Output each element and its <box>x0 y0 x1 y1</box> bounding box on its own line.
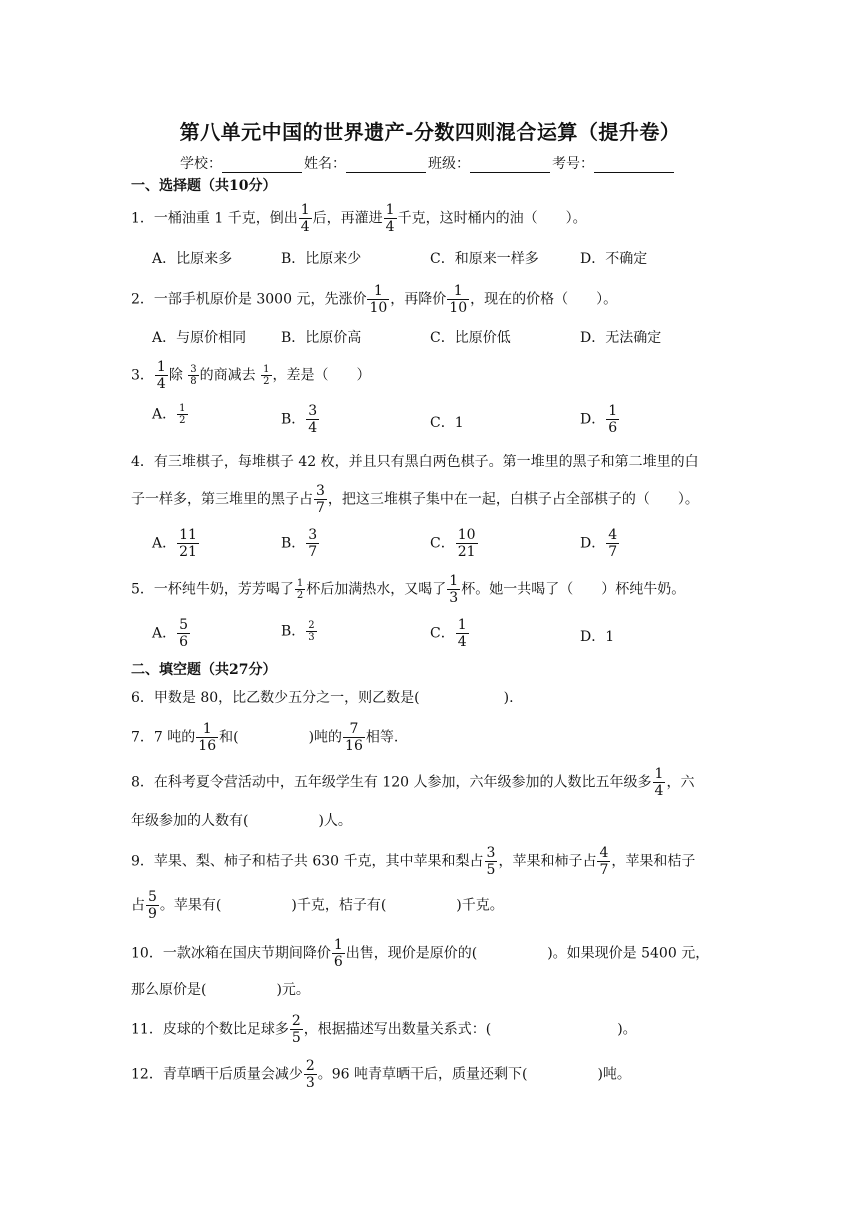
denominator: 16 <box>198 738 217 754</box>
question-text: ，差是（ ） <box>272 367 371 384</box>
fraction <box>606 403 619 436</box>
option-label: A． <box>152 406 177 423</box>
question-number: 1． <box>131 210 154 227</box>
section-heading-fill: 二、填空题（共27分） <box>131 662 277 678</box>
question-text: 甲数是 80，比乙数少五分之一，则乙数是( ). <box>153 690 514 706</box>
question-text: 的商减去 <box>199 367 256 384</box>
fraction <box>177 527 199 560</box>
numerator: 4 <box>599 845 609 861</box>
question-text: 和( )吨的 <box>219 729 343 746</box>
name-blank[interactable] <box>346 158 426 173</box>
numerator: 2 <box>291 1013 301 1029</box>
denominator: 3 <box>305 1075 315 1091</box>
option-b[interactable]: B．比原来少 <box>281 251 362 267</box>
fraction <box>367 283 389 316</box>
question-number: 3． <box>131 367 154 384</box>
denominator: 4 <box>300 219 310 235</box>
denominator: 3 <box>308 632 315 643</box>
question-9 <box>131 845 695 878</box>
question-text: 除 <box>168 367 183 384</box>
denominator: 16 <box>345 738 363 754</box>
denominator: 7 <box>599 862 609 878</box>
denominator: 9 <box>148 906 157 922</box>
denominator: 10 <box>369 300 388 316</box>
numerator: 1 <box>179 403 186 414</box>
fraction <box>332 937 345 970</box>
denominator: 7 <box>316 500 325 516</box>
page-title: 第八单元中国的世界遗产-分数四则混合运算（提升卷） <box>179 120 681 144</box>
fraction <box>290 1013 303 1046</box>
option-d[interactable] <box>580 527 620 560</box>
question-text: 后，再灌进 <box>312 210 383 227</box>
exam-no-label: 考号： <box>552 156 594 172</box>
numerator: 7 <box>349 721 359 737</box>
denominator: 2 <box>296 590 304 601</box>
option-d[interactable] <box>580 403 620 436</box>
numerator: 3 <box>486 845 496 861</box>
exam-no-blank[interactable] <box>594 158 674 173</box>
numerator: 3 <box>190 364 197 375</box>
question-text: 相等. <box>365 729 399 746</box>
question-11 <box>131 1013 637 1046</box>
denominator: 3 <box>449 590 459 606</box>
denominator: 4 <box>308 420 318 436</box>
question-number: 9． <box>131 853 154 870</box>
option-b[interactable] <box>281 620 318 643</box>
numerator: 1 <box>333 937 343 953</box>
denominator: 2 <box>179 415 186 426</box>
question-text: 皮球的个数比足球多 <box>162 1021 289 1038</box>
fraction <box>304 1058 317 1091</box>
fraction <box>188 364 198 387</box>
numerator: 3 <box>308 527 318 543</box>
fraction <box>306 527 319 560</box>
denominator: 6 <box>608 420 618 436</box>
question-7 <box>131 721 398 754</box>
option-a[interactable] <box>152 403 189 426</box>
numerator: 1 <box>156 359 166 375</box>
fraction <box>306 620 316 643</box>
question-text: ，苹果和柿子占 <box>498 853 597 870</box>
numerator: 1 <box>453 283 463 299</box>
fraction <box>456 617 469 650</box>
fraction <box>299 202 312 235</box>
question-number: 4． <box>131 454 154 470</box>
fraction <box>447 573 460 606</box>
question-number: 11． <box>131 1021 163 1038</box>
fraction <box>597 845 610 878</box>
question-number: 12． <box>131 1066 163 1083</box>
fraction <box>177 617 190 650</box>
denominator: 5 <box>486 862 496 878</box>
fraction <box>384 202 397 235</box>
fraction <box>261 364 271 387</box>
option-c[interactable] <box>430 527 479 560</box>
option-b[interactable]: B．比原价高 <box>281 330 362 346</box>
numerator: 1 <box>296 578 304 589</box>
option-label: A． <box>152 625 177 642</box>
option-d[interactable]: D．1 <box>580 629 615 645</box>
option-a[interactable]: A．比原来多 <box>152 251 233 267</box>
numerator: 11 <box>179 527 197 543</box>
question-text: 杯。她一共喝了（ ）杯纯牛奶。 <box>461 581 686 598</box>
numerator: 1 <box>457 617 467 633</box>
question-text: 有三堆棋子，每堆棋子 42 枚，并且只有黑白两色棋子。第一堆里的黑子和第二堆里的白 <box>153 454 699 470</box>
numerator: 3 <box>308 403 318 419</box>
question-text: ，再降价 <box>390 291 447 308</box>
denominator: 10 <box>449 300 468 316</box>
question-9-line2 <box>131 889 504 922</box>
question-text: 7 吨的 <box>153 729 196 746</box>
question-text: ，根据描述写出数量关系式：( )。 <box>303 1021 637 1038</box>
option-c[interactable]: C．1 <box>430 415 464 431</box>
question-text: 一款冰箱在国庆节期间降价 <box>162 945 331 962</box>
question-6 <box>131 688 514 708</box>
question-text: ，六 <box>666 774 695 791</box>
question-text: 一桶油重 1 千克，倒出 <box>153 210 298 227</box>
denominator: 2 <box>263 376 270 387</box>
question-text: 。苹果有( )千克，桔子有( )千克。 <box>159 897 504 914</box>
fraction <box>295 578 305 601</box>
option-c[interactable] <box>430 617 470 650</box>
numerator: 1 <box>263 364 270 375</box>
option-label: C． <box>430 625 455 642</box>
fraction <box>196 721 218 754</box>
fraction <box>306 403 319 436</box>
option-label: A． <box>152 535 177 552</box>
question-8-line2: 年级参加的人数有( )人。 <box>131 813 352 829</box>
denominator: 4 <box>385 219 395 235</box>
question-text: 在科考夏令营活动中，五年级学生有 120 人参加，六年级参加的人数比五年级多 <box>153 774 652 791</box>
numerator: 1 <box>373 283 383 299</box>
option-a[interactable] <box>152 617 191 650</box>
numerator: 5 <box>179 617 189 633</box>
numerator: 10 <box>457 527 476 543</box>
class-label: 班级： <box>428 156 470 172</box>
numerator: 4 <box>608 527 618 543</box>
option-label: B． <box>281 411 306 428</box>
question-text: ，把这三堆棋子集中在一起，白棋子占全部棋子的（ ）。 <box>327 491 699 508</box>
denominator: 4 <box>156 376 166 392</box>
numerator: 1 <box>300 202 310 218</box>
fraction <box>456 527 478 560</box>
fraction <box>314 483 327 516</box>
question-number: 7． <box>131 729 154 746</box>
denominator: 7 <box>608 544 618 560</box>
option-a[interactable] <box>152 527 200 560</box>
question-2 <box>131 283 617 316</box>
fraction <box>155 359 168 392</box>
question-10 <box>131 937 709 970</box>
question-text: 杯后加满热水，又喝了 <box>306 581 447 598</box>
fraction <box>447 283 469 316</box>
question-text: ，现在的价格（ ）。 <box>470 291 618 308</box>
question-text: ，苹果和桔子 <box>611 853 696 870</box>
option-label: B． <box>281 623 306 640</box>
question-4-line2 <box>131 483 699 516</box>
question-text: 千克，这时桶内的油（ ）。 <box>397 210 587 227</box>
question-number: 10． <box>131 945 163 962</box>
question-number: 2． <box>131 291 154 308</box>
question-text: 。96 吨青草晒干后，质量还剩下( )吨。 <box>317 1066 631 1083</box>
option-c[interactable]: C．比原价低 <box>430 330 511 346</box>
question-number: 8． <box>131 774 154 791</box>
question-number: 5． <box>131 581 154 598</box>
question-5 <box>131 573 685 606</box>
denominator: 21 <box>457 544 476 560</box>
option-c[interactable]: C．和原来一样多 <box>430 251 539 267</box>
option-d[interactable]: D．无法确定 <box>580 330 662 346</box>
denominator: 8 <box>190 376 197 387</box>
option-b[interactable] <box>281 403 320 436</box>
option-label: D． <box>580 535 606 552</box>
question-text: 青草晒干后质量会减少 <box>162 1066 303 1083</box>
numerator: 2 <box>308 620 315 631</box>
option-a[interactable]: A．与原价相同 <box>152 330 247 346</box>
denominator: 7 <box>308 544 318 560</box>
question-8 <box>131 766 694 799</box>
question-10-line2: 那么原价是( )元。 <box>131 982 310 998</box>
option-b[interactable] <box>281 527 320 560</box>
fraction <box>485 845 498 878</box>
section-heading-choice: 一、选择题（共10分） <box>131 178 277 194</box>
numerator: 1 <box>449 573 459 589</box>
fraction <box>146 889 159 922</box>
question-text: 一部手机原价是 3000 元，先涨价 <box>153 291 367 308</box>
fraction <box>606 527 619 560</box>
fraction <box>177 403 187 426</box>
question-text: 子一样多，第三堆里的黑子占 <box>131 491 313 508</box>
denominator: 4 <box>457 634 467 650</box>
numerator: 1 <box>608 403 618 419</box>
question-text: 苹果、梨、柿子和桔子共 630 千克，其中苹果和梨占 <box>153 853 484 870</box>
school-label: 学校： <box>180 156 222 172</box>
question-12 <box>131 1058 631 1091</box>
question-3 <box>131 359 371 392</box>
fraction <box>343 721 365 754</box>
option-label: D． <box>580 411 606 428</box>
question-1 <box>131 202 587 235</box>
numerator: 2 <box>305 1058 315 1074</box>
school-blank[interactable] <box>222 158 302 173</box>
denominator: 5 <box>291 1030 301 1046</box>
denominator: 6 <box>179 634 189 650</box>
numerator: 1 <box>654 766 664 782</box>
class-blank[interactable] <box>470 158 550 173</box>
question-number: 6． <box>131 690 154 706</box>
option-label: C． <box>430 535 455 552</box>
question-text: 出售，现价是原价的( )。如果现价是 5400 元， <box>345 945 710 962</box>
name-label: 姓名： <box>304 156 346 172</box>
question-text: 占 <box>131 897 145 914</box>
question-text: 一杯纯牛奶，芳芳喝了 <box>153 581 294 598</box>
denominator: 6 <box>333 954 343 970</box>
numerator: 5 <box>148 889 157 905</box>
student-info-line <box>180 153 676 173</box>
option-label: B． <box>281 535 306 552</box>
denominator: 21 <box>179 544 197 560</box>
numerator: 1 <box>385 202 395 218</box>
fraction <box>653 766 666 799</box>
question-4 <box>131 452 699 472</box>
option-d[interactable]: D．不确定 <box>580 251 648 267</box>
numerator: 3 <box>316 483 325 499</box>
numerator: 1 <box>202 721 212 737</box>
denominator: 4 <box>654 783 664 799</box>
